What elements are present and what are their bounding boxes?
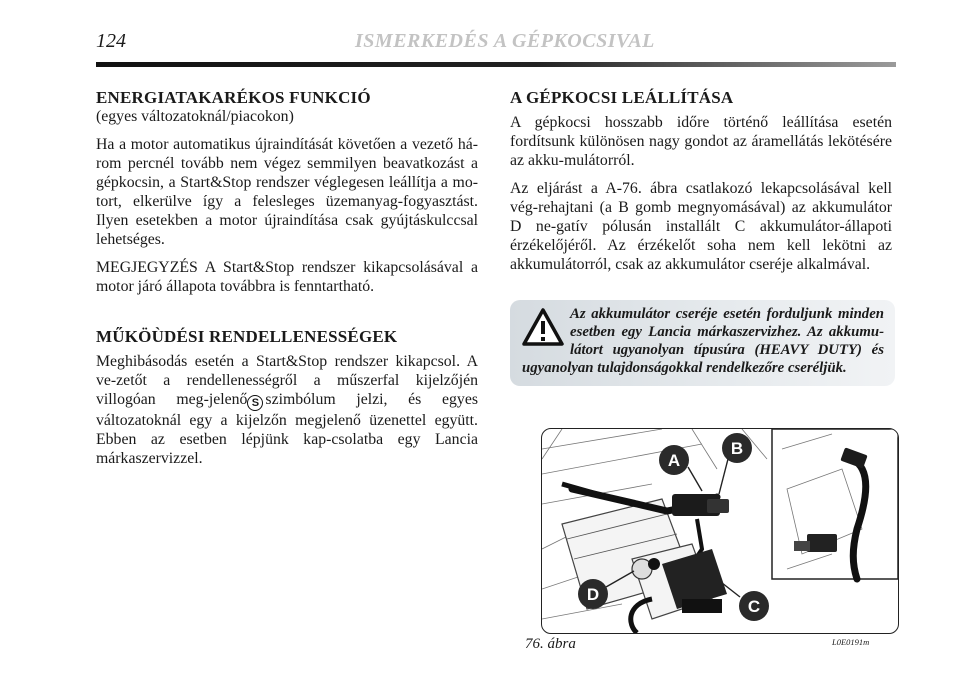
start-stop-failure-icon: S [247,395,263,411]
paragraph-storage-1: A gépkocsi hosszabb időre történő leállítása esetén fordítsunk különösen nagy gondot az áramellátás lekötésére az akku-mulátorról. [510,114,892,169]
paragraph-malfunctions-end: szimbólum jelzi, és egyes változatoknál egy a kijelzőn megjelenő üzenettel együtt. Ebben az esetben lépjünk kap-csolatba egy Lancia márkaszervizzel. [96,391,478,467]
paragraph-malfunctions [96,352,478,468]
section-subtitle: (egyes változatoknál/piacokon) [96,108,294,125]
paragraph-energy-1: Ha a motor automatikus újraindítását követően a vezető há-rom percnél tovább nem végez semmilyen beavatkozást a gépkocsin, a Start&Stop rendszer véglegesen leállítja a mo-tort, elkerülve így a felesleges üzemanyag-fogyasztást. Ilyen esetekben a motor újraindítása csak gyújtáskulccsal lehetséges. [96,136,478,248]
section-title-malfunctions: MŰKÖÙDÉSI RENDELLENESSÉGEK [96,327,398,346]
warning-text: Az akkumulátor cseréje esetén forduljunk minden esetben egy Lancia márkaszervizhez. Az akkumu-látort ugyanolyan típusúra (HEAVY DUTY) és ugyanolyan tulajdonságokkal rendelkezőre cseréljük. [522,306,884,376]
left-column [96,88,478,477]
paragraph-storage-2: Az eljárást a A-76. ábra csatlakozó lekapcsolásával kell vég-rehajtani (a B gomb megnyomásával) az akkumulátor D ne-gatív pólusán installált C akkumulátor-állapoti érzékelőjéről. Az érzékelőt soha nem kell lekötni az akkumulátorról, csak az akkumulátor cseréje alkalmával. [510,180,892,273]
paragraph-malfunctions-start: Meghibásodás esetén a Start&Stop rendszer kikapcsol. A ve-zetőt a rendellenességről a műszerfal kijelzőjén villogóan meg-jelenő [96,353,478,408]
page-number: 124 [96,30,126,52]
paragraph-note: MEGJEGYZÉS A Start&Stop rendszer kikapcsolásával a motor járó állapota továbbra is fenntartható. [96,259,478,295]
section-title-vehicle-storage: A GÉPKOCSI LEÁLLÍTÁSA [510,88,734,107]
figure-label-c: C [747,597,761,616]
header-rule [96,62,896,67]
battery-figure [541,428,899,634]
figure-caption: 76. ábra [525,636,576,652]
battery-illustration [542,429,898,633]
running-title: ISMERKEDÉS A GÉPKOCSIVAL [355,30,655,52]
figure-label-a: A [667,451,681,470]
figure-label-d: D [586,585,600,604]
warning-box [510,300,895,386]
warning-text-container [522,305,884,377]
figure-label-b: B [730,439,744,458]
right-column [510,88,892,283]
section-title-energy-saving: ENERGIATAKARÉKOS FUNKCIÓ [96,88,371,107]
figure-code: L0E0191m [832,637,870,647]
